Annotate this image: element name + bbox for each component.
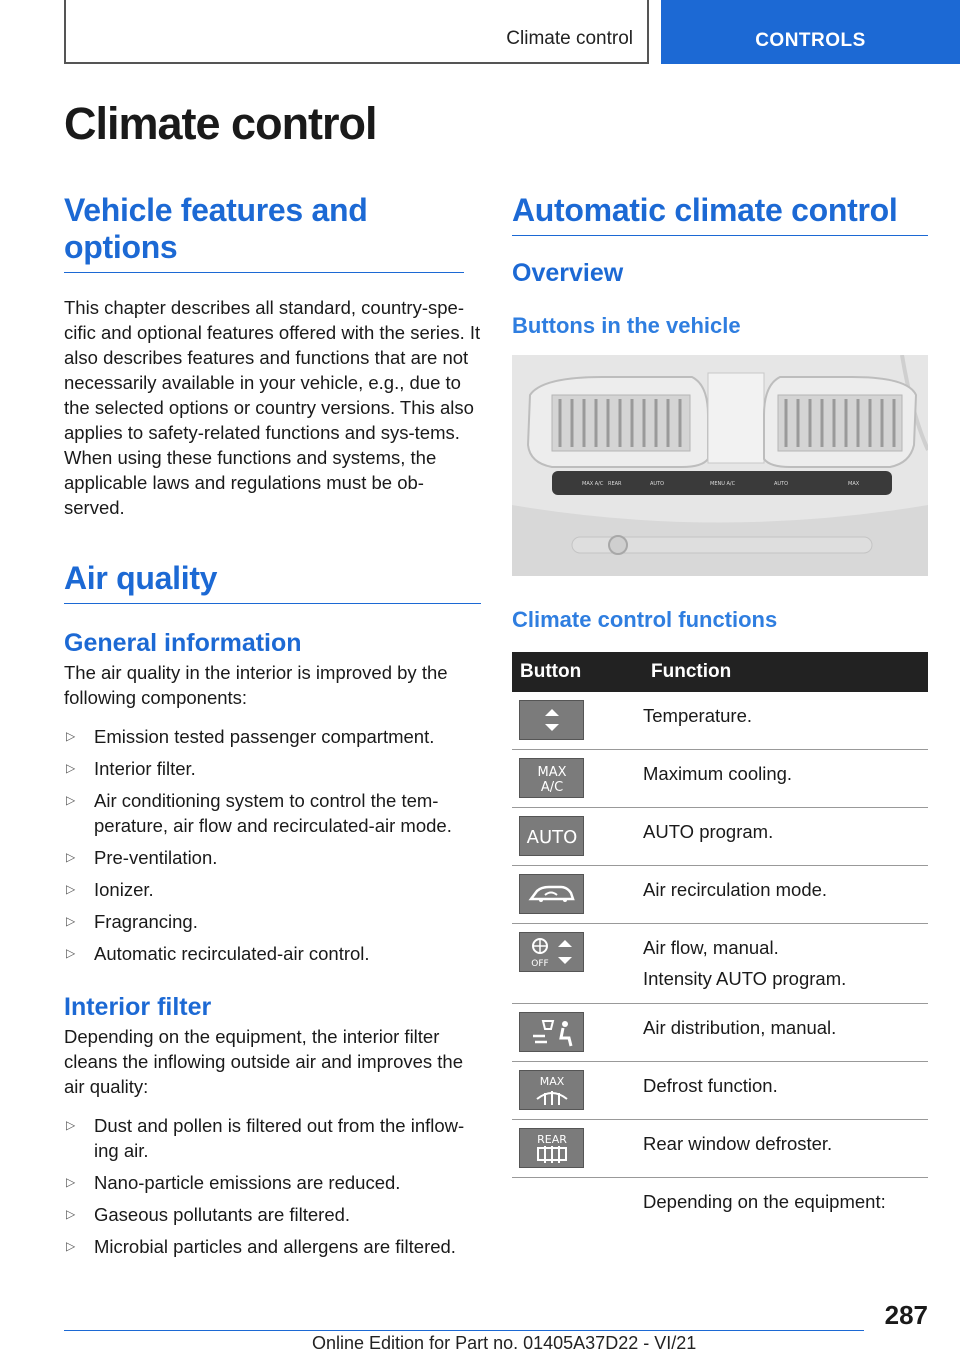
overview-heading: Overview bbox=[512, 259, 624, 287]
list-item: ▷ Microbial particles and allergens are filtered. bbox=[66, 1236, 456, 1257]
photo-label: MAX A/C bbox=[582, 481, 604, 487]
svg-text:A/C: A/C bbox=[540, 780, 563, 794]
interior-filter-text: Depending on the equipment, the interior filter cleans the inflowing outside air and improves the air quality: bbox=[64, 1026, 464, 1097]
air-quality-heading: Air quality bbox=[64, 560, 481, 604]
footer-divider bbox=[64, 1330, 864, 1331]
function-text: Rear window defroster. bbox=[643, 1133, 833, 1154]
function-text: Air flow, manual. bbox=[643, 937, 779, 958]
climate-functions-table bbox=[512, 652, 928, 1226]
fan-off-icon bbox=[519, 932, 584, 972]
photo-label: AUTO bbox=[650, 481, 665, 487]
right-column bbox=[512, 192, 928, 1226]
photo-label: AUTO bbox=[774, 481, 789, 487]
function-text: Air distribution, manual. bbox=[643, 1017, 837, 1038]
climate-panel-illustration bbox=[512, 355, 928, 576]
list-item: ▷ Air conditioning system to control the tem‐perature, air flow and recirculated-air mode. bbox=[66, 790, 452, 836]
svg-text:OFF: OFF bbox=[530, 959, 549, 969]
bullet-triangle-icon: ▷ bbox=[66, 914, 76, 928]
list-item: ▷ Automatic recirculated-air control. bbox=[66, 943, 370, 964]
automatic-climate-control-heading: Automatic climate control bbox=[512, 192, 928, 236]
function-text: Intensity AUTO program. bbox=[643, 968, 847, 989]
photo-label: MENU A/C bbox=[710, 481, 736, 487]
column-header-function: Function bbox=[643, 652, 928, 692]
function-text: Defrost function. bbox=[643, 1075, 778, 1096]
list-item: ▷ Dust and pollen is filtered out from the inflow‐ing air. bbox=[66, 1115, 465, 1161]
svg-text:AUTO: AUTO bbox=[526, 827, 577, 848]
table-row bbox=[512, 1004, 928, 1062]
rear-defrost-icon bbox=[519, 1128, 584, 1168]
header-chapter-tab bbox=[661, 0, 960, 64]
function-text: Temperature. bbox=[643, 705, 752, 726]
table-row bbox=[512, 1062, 928, 1120]
bullet-triangle-icon: ▷ bbox=[66, 850, 76, 864]
table-row bbox=[512, 1178, 928, 1227]
air-distribution-icon bbox=[519, 1012, 584, 1052]
table-row bbox=[512, 808, 928, 866]
auto-icon bbox=[519, 816, 584, 856]
vehicle-features-text: This chapter describes all standard, country-spe‐cific and optional features offered with the series. It also describes features and functions that are not necessarily available in your vehicle, e.g., due to the selected options or country versions. This also applies to safety-related functions and sys‐tems. When using these functions and systems, the applicable laws and regulations must be ob‐served. bbox=[64, 297, 481, 518]
climate-panel-photo bbox=[512, 355, 928, 576]
header-section-tab bbox=[64, 0, 649, 64]
list-item: ▷ Pre-ventilation. bbox=[66, 847, 218, 868]
table-header-row bbox=[512, 652, 928, 692]
list-item: ▷ Ionizer. bbox=[66, 879, 154, 900]
bullet-triangle-icon: ▷ bbox=[66, 793, 76, 807]
list-item: ▷ Emission tested passenger compartment. bbox=[66, 726, 435, 747]
table-row bbox=[512, 692, 928, 750]
list-item: ▷ Nano-particle emissions are reduced. bbox=[66, 1172, 401, 1193]
climate-control-functions-heading: Climate control functions bbox=[512, 607, 778, 632]
table-row bbox=[512, 866, 928, 924]
interior-filter-heading: Interior filter bbox=[64, 993, 212, 1021]
function-text: Depending on the equipment: bbox=[643, 1191, 886, 1212]
max-defrost-icon bbox=[519, 1070, 584, 1110]
list-item: ▷ Gaseous pollutants are filtered. bbox=[66, 1204, 351, 1225]
left-column bbox=[64, 192, 481, 1266]
interior-filter-list bbox=[64, 1113, 481, 1259]
header-section-label: Climate control bbox=[506, 28, 633, 49]
column-header-button: Button bbox=[512, 652, 643, 692]
function-text: Air recirculation mode. bbox=[643, 879, 828, 900]
buttons-in-vehicle-heading: Buttons in the vehicle bbox=[512, 313, 741, 338]
photo-label: MAX bbox=[848, 481, 860, 487]
function-text: AUTO program. bbox=[643, 821, 774, 842]
bullet-triangle-icon: ▷ bbox=[66, 1239, 76, 1253]
bullet-triangle-icon: ▷ bbox=[66, 729, 76, 743]
list-item: ▷ Fragrancing. bbox=[66, 911, 198, 932]
header-chapter-label: CONTROLS bbox=[755, 30, 866, 51]
footer-edition: Online Edition for Part no. 01405A37D22 - VI/21 bbox=[312, 1333, 697, 1353]
max-ac-icon bbox=[519, 758, 584, 798]
bullet-triangle-icon: ▷ bbox=[66, 761, 76, 775]
svg-text:MAX: MAX bbox=[539, 1075, 564, 1088]
general-information-list bbox=[64, 724, 481, 966]
table-row bbox=[512, 924, 928, 1004]
svg-text:MAX: MAX bbox=[536, 765, 567, 780]
temperature-arrows-icon bbox=[519, 700, 584, 740]
bullet-triangle-icon: ▷ bbox=[66, 1207, 76, 1221]
table-row bbox=[512, 1120, 928, 1178]
bullet-triangle-icon: ▷ bbox=[66, 946, 76, 960]
table-row bbox=[512, 750, 928, 808]
bullet-triangle-icon: ▷ bbox=[66, 1175, 76, 1189]
function-text: Maximum cooling. bbox=[643, 763, 793, 784]
bullet-triangle-icon: ▷ bbox=[66, 882, 76, 896]
svg-text:REAR: REAR bbox=[536, 1133, 567, 1146]
general-information-text: The air quality in the interior is improved by the following components: bbox=[64, 662, 448, 708]
page-title: Climate control bbox=[64, 98, 377, 149]
page-number: 287 bbox=[884, 1300, 928, 1330]
general-information-heading: General information bbox=[64, 629, 302, 657]
recirculation-icon bbox=[519, 874, 584, 914]
photo-label: REAR bbox=[608, 481, 622, 487]
bullet-triangle-icon: ▷ bbox=[66, 1118, 76, 1132]
vehicle-features-heading: Vehicle features and options bbox=[64, 192, 464, 273]
list-item: ▷ Interior filter. bbox=[66, 758, 196, 779]
